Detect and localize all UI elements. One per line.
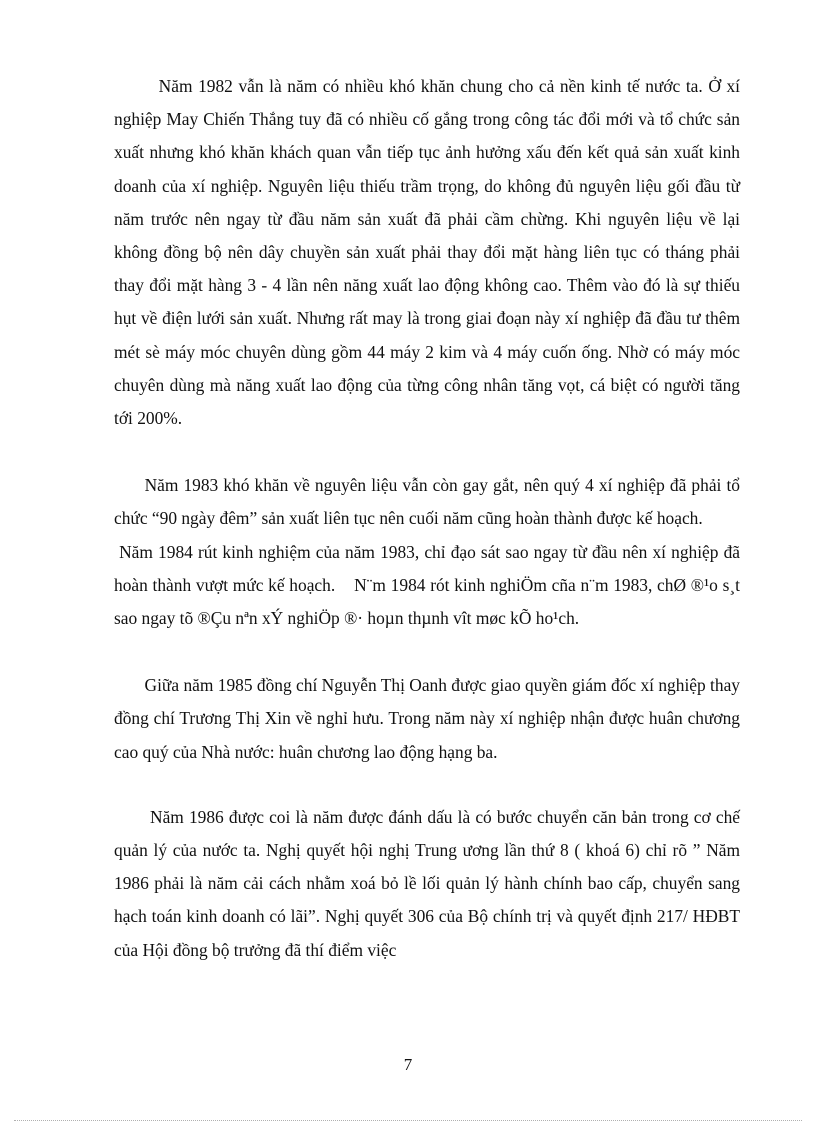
document-body xyxy=(114,70,740,967)
paragraph-1983: Năm 1983 khó khăn về nguyên liệu vẫn còn gay gắt, nên quý 4 xí nghiệp đã phải tổ chức “90 ngày đêm” sản xuất liên tục nên cuối năm cũng hoàn thành được kế hoạch. xyxy=(114,475,740,529)
paragraph-1986: Năm 1986 được coi là năm được đánh dấu là có bước chuyển căn bản trong cơ chế quản lý của nước ta. Nghị quyết hội nghị Trung ương lần thứ 8 ( khoá 6) chỉ rõ ” Năm 1986 phải là năm cải cách nhằm xoá bỏ lề lối quản lý hành chính bao cấp, chuyển sang hạch toán kinh doanh có lãi”. Nghị quyết 306 của Bộ chính trị và quyết định 217/ HĐBT của Hội đồng bộ trưởng đã thí điểm việc xyxy=(114,806,740,960)
paragraph-spacer xyxy=(114,435,740,469)
page-bottom-rule xyxy=(14,1120,802,1121)
paragraph-spacer xyxy=(114,769,740,801)
paragraph-1982: Năm 1982 vẫn là năm có nhiều khó khăn chung cho cả nền kinh tế nước ta. Ở xí nghiệp May Chiến Thắng tuy đã có nhiều cố gắng trong công tác đổi mới và tổ chức sản xuất nhưng khó khăn khách quan vẫn tiếp tục ảnh hưởng xấu đến kết quả sản xuất kinh doanh của xí nghiệp. Nguyên liệu thiếu trầm trọng, do không đủ nguyên liệu gối đầu từ năm trước nên ngay từ đầu năm sản xuất đã phải cầm chừng. Khi nguyên liệu về lại không đồng bộ nên dây chuyền sản xuất phải thay đổi mặt hàng liên tục có tháng phải thay đổi mặt hàng 3 - 4 lần nên năng xuất lao động không cao. Thêm vào đó là sự thiếu hụt về điện lưới sản xuất. Nhưng rất may là trong giai đoạn này xí nghiệp đã đầu tư thêm mét sè máy móc chuyên dùng gồm 44 máy 2 kim và 4 máy cuốn ống. Nhờ có máy móc chuyên dùng mà năng xuất lao động của từng công nhân tăng vọt, cá biệt có người tăng tới 200%. xyxy=(114,76,740,429)
paragraph-1984: Năm 1984 rút kinh nghiệm của năm 1983, chỉ đạo sát sao ngay từ đầu nên xí nghiệp đã hoàn thành vượt mức kế hoạch. N¨m 1984 rót kinh nghiÖm cña n¨m 1983, chØ ®¹o s¸t sao ngay tõ ®Çu nªn xÝ nghiÖp ®· hoµn thµnh vît møc kÕ ho¹ch. xyxy=(114,541,740,629)
paragraph-spacer xyxy=(114,635,740,669)
paragraph-1985: Giữa năm 1985 đồng chí Nguyễn Thị Oanh được giao quyền giám đốc xí nghiệp thay đồng chí Trương Thị Xin về nghỉ hưu. Trong năm này xí nghiệp nhận được huân chương cao quý của Nhà nước: huân chương lao động hạng ba. xyxy=(114,675,740,762)
page-number: 7 xyxy=(403,1055,413,1074)
